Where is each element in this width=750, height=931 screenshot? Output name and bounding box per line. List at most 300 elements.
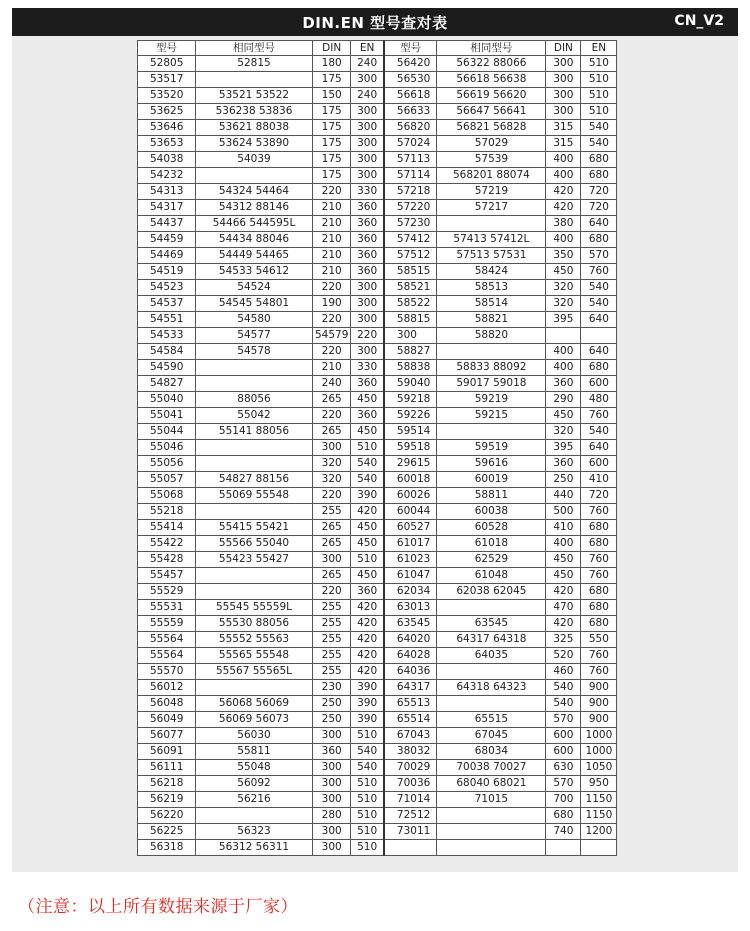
cell-en: 510 [351, 824, 384, 840]
cell-en: 390 [351, 680, 384, 696]
cell-en-2: 680 [581, 152, 617, 168]
cell-same-model: 56323 [196, 824, 313, 840]
cell-en: 390 [351, 696, 384, 712]
cell-model: 56218 [138, 776, 196, 792]
table-row [138, 472, 617, 488]
cell-model-2: 57230 [384, 216, 437, 232]
cell-en-2: 1000 [581, 728, 617, 744]
table-row [138, 312, 617, 328]
cell-din: 210 [313, 248, 351, 264]
cell-en-2: 480 [581, 392, 617, 408]
cell-model-2: 38032 [384, 744, 437, 760]
cell-same-model-2: 58811 [437, 488, 546, 504]
cell-model-2: 63545 [384, 616, 437, 632]
cell-din-2: 400 [546, 152, 581, 168]
table-row [138, 568, 617, 584]
cell-same-model-2: 58821 [437, 312, 546, 328]
cell-en: 330 [351, 184, 384, 200]
cell-din-2 [546, 328, 581, 344]
cell-model: 56091 [138, 744, 196, 760]
cell-en: 420 [351, 632, 384, 648]
cell-din-2: 400 [546, 344, 581, 360]
table-row [138, 360, 617, 376]
cell-en: 420 [351, 616, 384, 632]
cell-same-model: 56030 [196, 728, 313, 744]
cell-same-model-2: 56647 56641 [437, 104, 546, 120]
cell-din-2: 740 [546, 824, 581, 840]
cell-model: 53625 [138, 104, 196, 120]
cell-same-model-2: 58513 [437, 280, 546, 296]
cell-same-model: 54466 544595L [196, 216, 313, 232]
cell-same-model-2: 64318 64323 [437, 680, 546, 696]
cell-same-model-2: 57539 [437, 152, 546, 168]
cell-en: 510 [351, 840, 384, 856]
table-row [138, 120, 617, 136]
cell-din-2: 440 [546, 488, 581, 504]
table-row [138, 600, 617, 616]
cell-din-2: 360 [546, 456, 581, 472]
cell-model: 55457 [138, 568, 196, 584]
cell-model: 52805 [138, 56, 196, 72]
cell-en: 450 [351, 568, 384, 584]
table-row [138, 168, 617, 184]
cell-en-2: 540 [581, 424, 617, 440]
cell-en: 510 [351, 808, 384, 824]
cell-en-2: 950 [581, 776, 617, 792]
cell-model-2: 60527 [384, 520, 437, 536]
cell-model-2: 57220 [384, 200, 437, 216]
cell-same-model [196, 440, 313, 456]
cell-en-2: 680 [581, 520, 617, 536]
cell-din: 220 [313, 184, 351, 200]
cell-same-model-2: 59219 [437, 392, 546, 408]
cell-same-model-2: 57413 57412L [437, 232, 546, 248]
cell-model: 56049 [138, 712, 196, 728]
cell-model: 55046 [138, 440, 196, 456]
cell-model: 56048 [138, 696, 196, 712]
column-header-en-2: EN [581, 41, 617, 56]
cell-en: 510 [351, 552, 384, 568]
cell-model-2: 71014 [384, 792, 437, 808]
cell-same-model: 55141 88056 [196, 424, 313, 440]
cell-en-2: 760 [581, 568, 617, 584]
cell-same-model-2: 57217 [437, 200, 546, 216]
cell-en: 300 [351, 152, 384, 168]
cell-same-model [196, 72, 313, 88]
din-en-reference-table [137, 40, 617, 856]
cell-model-2: 59226 [384, 408, 437, 424]
cell-model-2: 59040 [384, 376, 437, 392]
cell-model-2: 61023 [384, 552, 437, 568]
cell-din: 220 [313, 488, 351, 504]
table-row [138, 88, 617, 104]
cell-din-2: 680 [546, 808, 581, 824]
cell-model-2: 67043 [384, 728, 437, 744]
cell-en: 420 [351, 504, 384, 520]
cell-model-2: 56633 [384, 104, 437, 120]
cell-din: 210 [313, 216, 351, 232]
cell-same-model: 54578 [196, 344, 313, 360]
cell-model: 55531 [138, 600, 196, 616]
cell-din: 250 [313, 712, 351, 728]
cell-din: 255 [313, 616, 351, 632]
cell-din-2: 380 [546, 216, 581, 232]
cell-en-2: 510 [581, 56, 617, 72]
cell-same-model: 55530 88056 [196, 616, 313, 632]
cell-same-model-2: 59616 [437, 456, 546, 472]
cell-din: 220 [313, 408, 351, 424]
cell-model-2: 58522 [384, 296, 437, 312]
cell-model-2: 300 [384, 328, 437, 344]
cell-same-model: 54312 88146 [196, 200, 313, 216]
cell-model: 55040 [138, 392, 196, 408]
cell-same-model [196, 680, 313, 696]
table-row [138, 280, 617, 296]
cell-din: 320 [313, 472, 351, 488]
cell-model: 55056 [138, 456, 196, 472]
cell-en-2: 900 [581, 696, 617, 712]
cell-en-2: 680 [581, 584, 617, 600]
cell-model-2: 58827 [384, 344, 437, 360]
table-row [138, 456, 617, 472]
cell-din: 300 [313, 776, 351, 792]
table-row [138, 664, 617, 680]
cell-model: 56111 [138, 760, 196, 776]
cell-en-2: 510 [581, 88, 617, 104]
cell-din: 300 [313, 792, 351, 808]
cell-same-model: 88056 [196, 392, 313, 408]
cell-model: 54584 [138, 344, 196, 360]
cell-same-model-2: 58833 88092 [437, 360, 546, 376]
cell-din: 230 [313, 680, 351, 696]
cell-en-2: 720 [581, 184, 617, 200]
cell-same-model-2 [437, 344, 546, 360]
cell-model-2: 63013 [384, 600, 437, 616]
cell-model: 56219 [138, 792, 196, 808]
cell-same-model-2 [437, 824, 546, 840]
cell-same-model [196, 584, 313, 600]
table-row [138, 552, 617, 568]
cell-model: 54232 [138, 168, 196, 184]
cell-same-model [196, 504, 313, 520]
cell-same-model: 54449 54465 [196, 248, 313, 264]
cell-same-model: 56216 [196, 792, 313, 808]
cell-same-model: 56092 [196, 776, 313, 792]
cell-en-2: 900 [581, 712, 617, 728]
table-row [138, 344, 617, 360]
table-row [138, 136, 617, 152]
table-row [138, 712, 617, 728]
cell-din-2: 350 [546, 248, 581, 264]
cell-en: 420 [351, 600, 384, 616]
cell-din: 210 [313, 200, 351, 216]
cell-din-2: 540 [546, 680, 581, 696]
cell-same-model-2 [437, 840, 546, 856]
cell-same-model-2: 65515 [437, 712, 546, 728]
cell-en-2: 680 [581, 168, 617, 184]
cell-en: 540 [351, 472, 384, 488]
cell-same-model: 53621 88038 [196, 120, 313, 136]
cell-din-2: 450 [546, 408, 581, 424]
cell-en: 420 [351, 664, 384, 680]
cell-en: 540 [351, 760, 384, 776]
cell-en: 220 [351, 328, 384, 344]
cell-model: 55564 [138, 632, 196, 648]
cell-model: 54469 [138, 248, 196, 264]
cell-same-model-2: 71015 [437, 792, 546, 808]
cell-en-2: 1200 [581, 824, 617, 840]
cell-din: 265 [313, 392, 351, 408]
cell-same-model-2: 57513 57531 [437, 248, 546, 264]
cell-same-model [196, 360, 313, 376]
page-title: DIN.EN 型号查对表 [302, 14, 448, 32]
table-row [138, 760, 617, 776]
cell-din: 210 [313, 360, 351, 376]
cell-en: 300 [351, 104, 384, 120]
cell-din-2: 320 [546, 296, 581, 312]
cell-same-model: 56068 56069 [196, 696, 313, 712]
cell-en: 450 [351, 392, 384, 408]
cell-en: 300 [351, 136, 384, 152]
cell-din: 255 [313, 600, 351, 616]
table-header-row [138, 41, 617, 56]
cell-din-2: 400 [546, 232, 581, 248]
cell-en-2 [581, 328, 617, 344]
cell-model-2: 60044 [384, 504, 437, 520]
cell-en: 450 [351, 424, 384, 440]
cell-din-2: 450 [546, 552, 581, 568]
cell-en: 360 [351, 264, 384, 280]
cell-model: 53646 [138, 120, 196, 136]
cell-model: 55428 [138, 552, 196, 568]
cell-same-model: 56069 56073 [196, 712, 313, 728]
cell-same-model: 55811 [196, 744, 313, 760]
cell-same-model: 54533 54612 [196, 264, 313, 280]
cell-model: 55041 [138, 408, 196, 424]
cell-en-2: 1050 [581, 760, 617, 776]
cell-din: 360 [313, 744, 351, 760]
cell-en-2: 640 [581, 312, 617, 328]
cell-din-2: 360 [546, 376, 581, 392]
cell-same-model: 536238 53836 [196, 104, 313, 120]
cell-same-model-2: 61018 [437, 536, 546, 552]
cell-same-model-2 [437, 808, 546, 824]
cell-din: 255 [313, 632, 351, 648]
table-row [138, 216, 617, 232]
cell-din: 250 [313, 696, 351, 712]
table-row [138, 408, 617, 424]
column-header-model: 型号 [138, 41, 196, 56]
cell-din-2 [546, 840, 581, 856]
version-label: CN_V2 [674, 13, 724, 29]
table-row [138, 488, 617, 504]
cell-en-2: 760 [581, 264, 617, 280]
cell-din-2: 450 [546, 568, 581, 584]
cell-model-2: 64317 [384, 680, 437, 696]
cell-same-model-2: 59017 59018 [437, 376, 546, 392]
cell-din: 255 [313, 504, 351, 520]
cell-din: 175 [313, 152, 351, 168]
cell-model-2: 56820 [384, 120, 437, 136]
cell-same-model [196, 568, 313, 584]
cell-en: 240 [351, 88, 384, 104]
cell-same-model-2: 60528 [437, 520, 546, 536]
cell-en-2: 720 [581, 488, 617, 504]
cell-same-model: 54039 [196, 152, 313, 168]
cell-model-2: 56618 [384, 88, 437, 104]
table-row [138, 424, 617, 440]
cell-same-model-2: 60019 [437, 472, 546, 488]
cell-en-2: 760 [581, 408, 617, 424]
cell-same-model: 55069 55548 [196, 488, 313, 504]
cell-en: 360 [351, 408, 384, 424]
cell-model: 53517 [138, 72, 196, 88]
cell-din-2: 500 [546, 504, 581, 520]
table-row [138, 520, 617, 536]
cell-model: 54437 [138, 216, 196, 232]
cell-en: 390 [351, 712, 384, 728]
cell-model: 55422 [138, 536, 196, 552]
cell-en-2: 1150 [581, 808, 617, 824]
column-header-din: DIN [313, 41, 351, 56]
cell-din: 210 [313, 232, 351, 248]
cell-din-2: 420 [546, 616, 581, 632]
cell-din: 175 [313, 136, 351, 152]
column-header-din-2: DIN [546, 41, 581, 56]
table-row [138, 184, 617, 200]
cell-same-model-2: 62529 [437, 552, 546, 568]
cell-en-2: 600 [581, 456, 617, 472]
table-row [138, 392, 617, 408]
cell-model-2: 61047 [384, 568, 437, 584]
cell-model: 56225 [138, 824, 196, 840]
cell-model-2: 70029 [384, 760, 437, 776]
cell-din: 265 [313, 536, 351, 552]
cell-same-model-2: 62038 62045 [437, 584, 546, 600]
cell-en-2: 640 [581, 344, 617, 360]
cell-same-model-2: 56322 88066 [437, 56, 546, 72]
cell-din: 150 [313, 88, 351, 104]
cell-din: 54579 [313, 328, 351, 344]
cell-same-model: 54324 54464 [196, 184, 313, 200]
cell-same-model: 54577 [196, 328, 313, 344]
table-row [138, 840, 617, 856]
cell-en: 360 [351, 232, 384, 248]
cell-din-2: 600 [546, 744, 581, 760]
cell-din: 265 [313, 424, 351, 440]
cell-en: 510 [351, 728, 384, 744]
cell-din: 175 [313, 168, 351, 184]
table-row [138, 696, 617, 712]
cell-din-2: 420 [546, 584, 581, 600]
cell-same-model: 53521 53522 [196, 88, 313, 104]
cell-model-2: 57512 [384, 248, 437, 264]
cell-din: 265 [313, 520, 351, 536]
footnote: （注意：以上所有数据来源于厂家） [18, 897, 298, 917]
cell-din: 220 [313, 312, 351, 328]
cell-model-2: 59518 [384, 440, 437, 456]
cell-same-model: 55565 55548 [196, 648, 313, 664]
cell-same-model-2 [437, 600, 546, 616]
cell-din-2: 395 [546, 440, 581, 456]
cell-model-2: 57113 [384, 152, 437, 168]
cell-en: 360 [351, 248, 384, 264]
cell-din-2: 290 [546, 392, 581, 408]
cell-en-2: 570 [581, 248, 617, 264]
table-row [138, 376, 617, 392]
table-row [138, 648, 617, 664]
cell-same-model [196, 456, 313, 472]
table-row [138, 616, 617, 632]
cell-same-model-2: 64035 [437, 648, 546, 664]
cell-en: 540 [351, 744, 384, 760]
cell-model: 55559 [138, 616, 196, 632]
cell-din-2: 450 [546, 264, 581, 280]
cell-model: 56318 [138, 840, 196, 856]
cell-same-model-2: 61048 [437, 568, 546, 584]
cell-din: 255 [313, 648, 351, 664]
cell-en-2: 680 [581, 536, 617, 552]
cell-en: 240 [351, 56, 384, 72]
cell-en-2: 510 [581, 104, 617, 120]
cell-model: 54317 [138, 200, 196, 216]
cell-din-2: 395 [546, 312, 581, 328]
cell-same-model-2: 56619 56620 [437, 88, 546, 104]
cell-din-2: 300 [546, 104, 581, 120]
cell-din-2: 320 [546, 424, 581, 440]
cell-din: 300 [313, 760, 351, 776]
table-row [138, 152, 617, 168]
cell-same-model: 53624 53890 [196, 136, 313, 152]
cell-din-2: 325 [546, 632, 581, 648]
cell-din: 175 [313, 120, 351, 136]
cell-same-model-2: 67045 [437, 728, 546, 744]
table-row [138, 504, 617, 520]
cell-same-model-2: 59519 [437, 440, 546, 456]
table-row [138, 536, 617, 552]
cell-same-model: 54545 54801 [196, 296, 313, 312]
cell-same-model-2: 58424 [437, 264, 546, 280]
cell-din-2: 400 [546, 536, 581, 552]
cell-model-2: 72512 [384, 808, 437, 824]
cell-en-2: 760 [581, 504, 617, 520]
cell-en-2: 540 [581, 280, 617, 296]
cell-same-model: 55415 55421 [196, 520, 313, 536]
table-row [138, 584, 617, 600]
cell-model: 56220 [138, 808, 196, 824]
cell-same-model-2: 68034 [437, 744, 546, 760]
table-row [138, 72, 617, 88]
table-row [138, 296, 617, 312]
cell-en-2: 1000 [581, 744, 617, 760]
cell-en-2: 410 [581, 472, 617, 488]
cell-model: 54459 [138, 232, 196, 248]
cell-en-2: 640 [581, 440, 617, 456]
cell-same-model-2: 57029 [437, 136, 546, 152]
cell-en-2: 510 [581, 72, 617, 88]
column-header-same-model-2: 相同型号 [437, 41, 546, 56]
cell-same-model-2 [437, 424, 546, 440]
cell-din-2: 315 [546, 136, 581, 152]
cell-din-2: 300 [546, 72, 581, 88]
cell-din: 265 [313, 568, 351, 584]
cell-en: 450 [351, 536, 384, 552]
cell-model-2: 57218 [384, 184, 437, 200]
cell-same-model: 55042 [196, 408, 313, 424]
cell-same-model-2: 568201 88074 [437, 168, 546, 184]
cell-din: 175 [313, 72, 351, 88]
cell-model-2: 57024 [384, 136, 437, 152]
